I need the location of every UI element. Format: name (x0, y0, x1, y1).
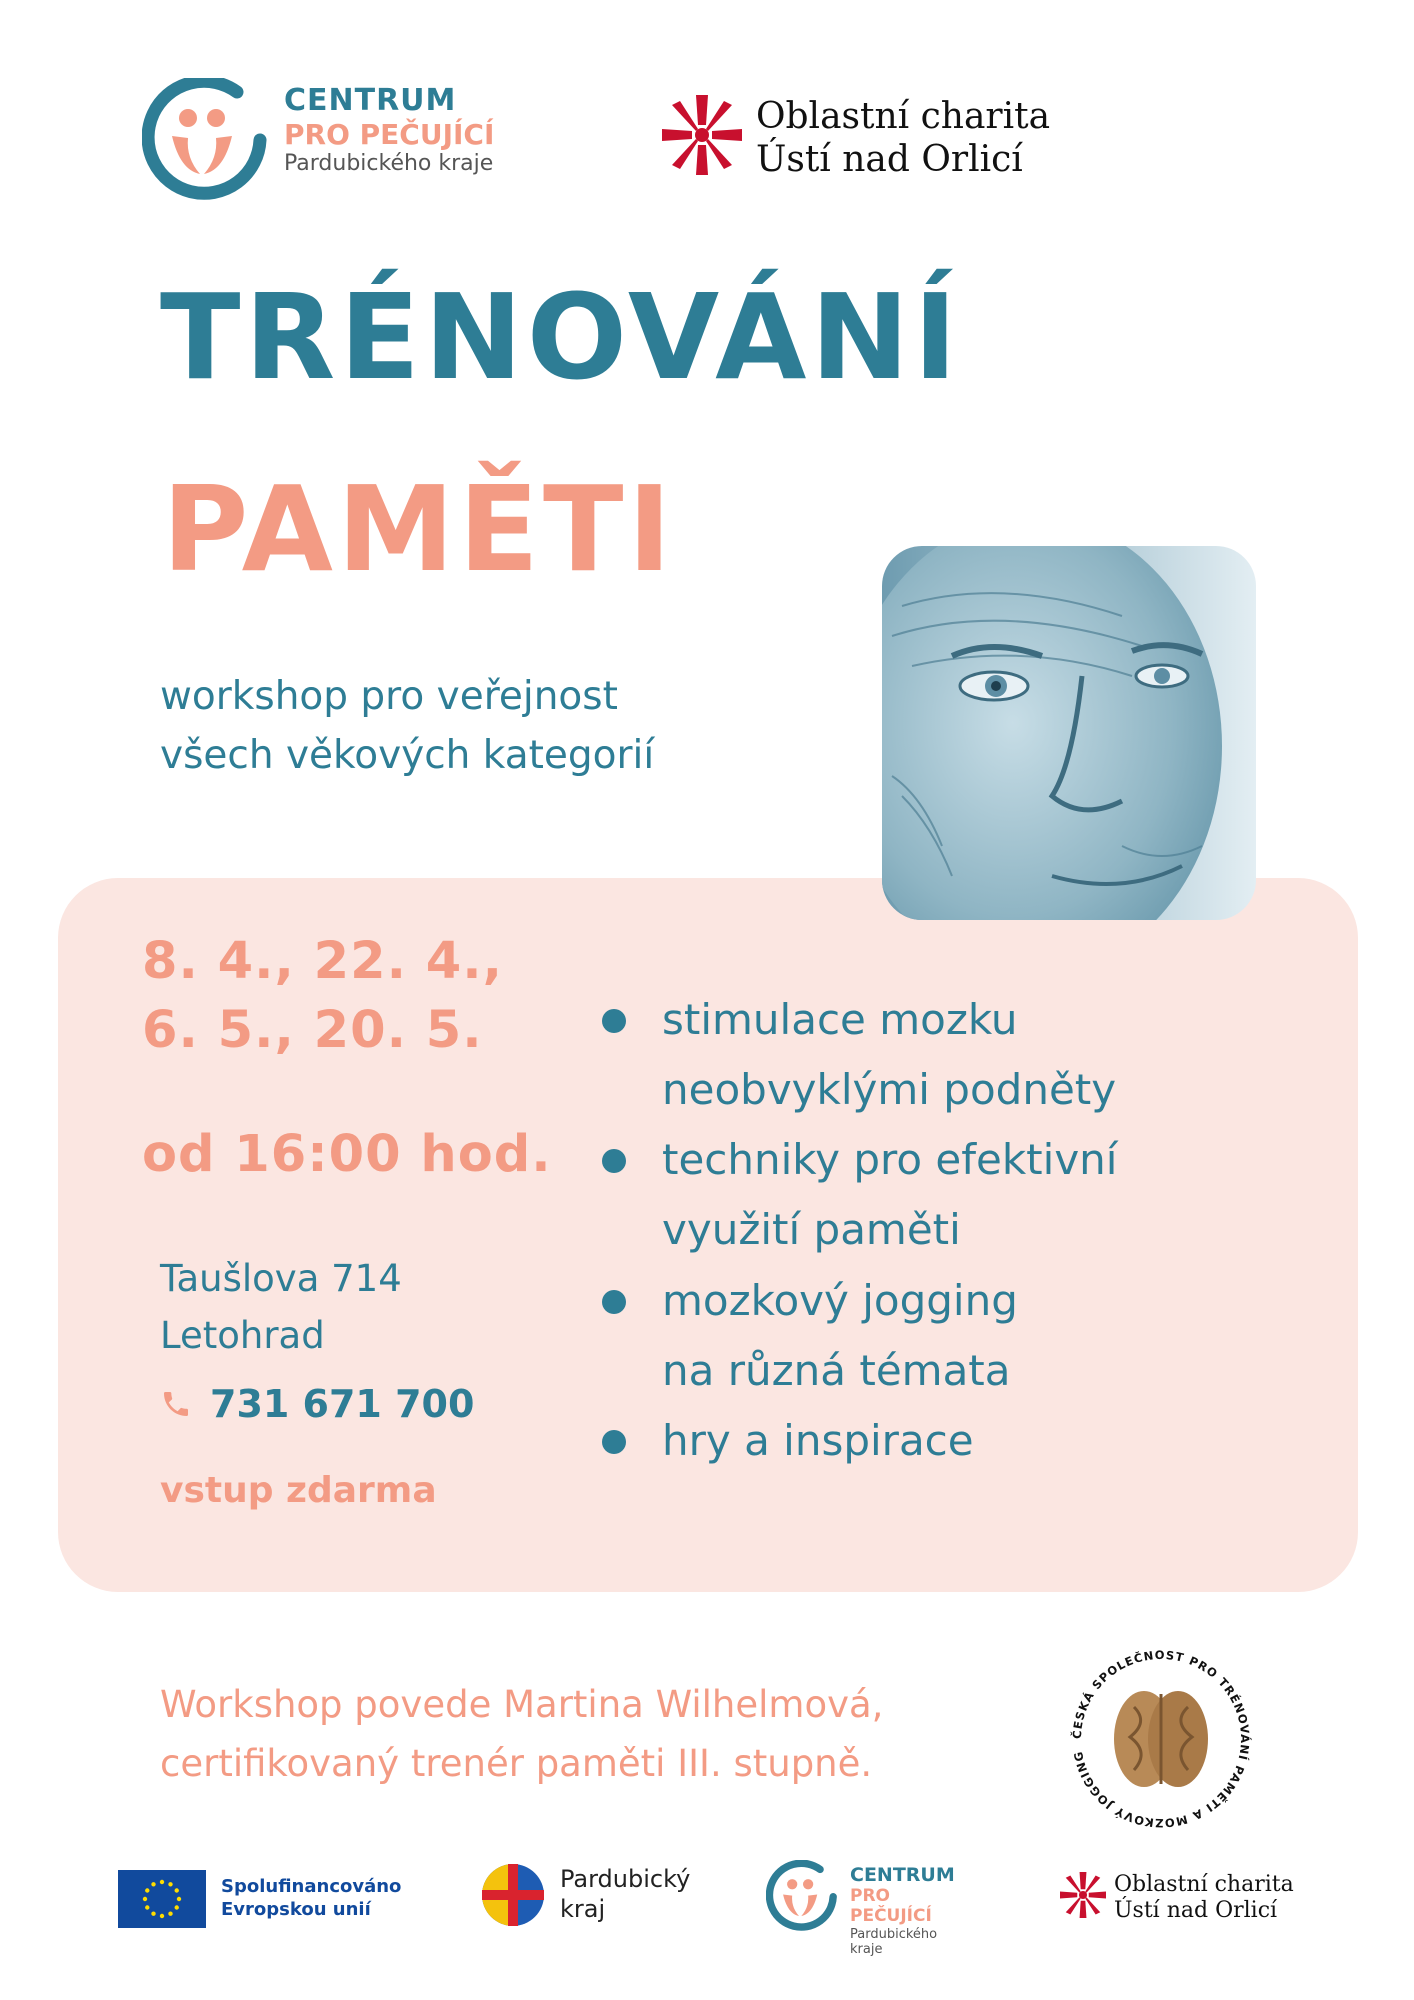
footer-centrum-line2: PRO PEČUJÍCÍ (850, 1886, 932, 1927)
footer-charita-line1: Oblastní charita (1114, 1872, 1294, 1897)
list-item (602, 1406, 1117, 1476)
bullet-2-line2: využití paměti (662, 1205, 961, 1255)
eu-text-line1: Spolufinancováno (221, 1876, 402, 1897)
eu-star (151, 1882, 155, 1886)
centrum-pro-pecujici-footer-logo (766, 1860, 955, 1957)
kraj-emblem-icon (480, 1862, 546, 1928)
subtitle-line2: všech věkových kategorií (160, 732, 655, 778)
footer-centrum-line3: Pardubického kraje (850, 1926, 938, 1957)
phone-contact[interactable] (160, 1382, 474, 1426)
eu-star (175, 1888, 179, 1892)
bullet-1-line1: stimulace mozku (662, 995, 1018, 1044)
charita-logo-line2: Ústí nad Orlicí (756, 139, 1023, 181)
address-line2: Letohrad (160, 1314, 325, 1358)
memory-society-badge (1064, 1642, 1258, 1836)
elderly-man-photo (882, 546, 1256, 920)
eu-star (177, 1897, 181, 1901)
eu-star (143, 1897, 147, 1901)
bullet-dot (602, 1430, 626, 1454)
centrum-logo-line3: Pardubického kraje (284, 150, 494, 176)
oblastni-charita-logo (662, 95, 1082, 185)
centrum-logo-line1: CENTRUM (284, 83, 457, 118)
centrum-pro-pecujici-logo (142, 78, 522, 203)
bullet-dot (602, 1149, 626, 1173)
charita-cross-icon (1060, 1872, 1106, 1918)
eu-star (160, 1914, 164, 1918)
event-address (160, 1250, 402, 1365)
charita-cross-icon (662, 95, 742, 175)
eu-star (151, 1912, 155, 1916)
eu-text-line2: Evropskou unií (221, 1899, 371, 1921)
title-line2: PAMĚTI (162, 460, 676, 598)
oblastni-charita-footer-logo (1060, 1872, 1294, 1924)
subtitle (160, 668, 654, 785)
eu-star (145, 1905, 149, 1909)
eu-flag-icon (118, 1870, 206, 1928)
phone-number: 731 671 700 (210, 1382, 475, 1426)
centrum-logo-line2: PRO PEČUJÍCÍ (284, 117, 495, 151)
trainer-info (160, 1675, 883, 1793)
bullet-2-line1: techniky pro efektivní (662, 1135, 1118, 1185)
kraj-text-line1: Pardubický (560, 1865, 691, 1893)
eu-star (160, 1880, 164, 1884)
pardubicky-kraj-logo (480, 1862, 691, 1932)
kraj-text-line2: kraj (560, 1895, 606, 1923)
phone-icon (160, 1388, 192, 1420)
footer-centrum-line1: CENTRUM (850, 1864, 955, 1886)
event-time: od 16:00 hod. (142, 1125, 552, 1184)
bullet-4-line1: hry a inspirace (662, 1415, 974, 1465)
walnut-brain-icon (1064, 1642, 1258, 1836)
centrum-logo-mark-icon (142, 78, 272, 203)
trainer-line2: certifikovaný trenér paměti III. stupně. (160, 1742, 873, 1786)
bullet-3-line1: mozkový jogging (662, 1275, 1018, 1325)
bullet-dot (602, 1290, 626, 1314)
event-dates (142, 928, 503, 1066)
dates-line2: 6. 5., 20. 5. (142, 1000, 483, 1060)
list-item (602, 1125, 1117, 1265)
list-item (602, 985, 1117, 1125)
bullet-3-line2: na různá témata (662, 1345, 1011, 1395)
dates-line1: 8. 4., 22. 4., (142, 932, 503, 991)
trainer-line1: Workshop povede Martina Wilhelmová, (160, 1683, 884, 1726)
bullet-1-line2: neobvyklými podněty (662, 1065, 1117, 1115)
address-line1: Taušlova 714 (160, 1257, 402, 1300)
footer-charita-line2: Ústí nad Orlicí (1114, 1898, 1278, 1924)
title-line1: TRÉNOVÁNÍ (160, 268, 962, 406)
subtitle-line1: workshop pro veřejnost (160, 674, 618, 719)
eu-star (175, 1905, 179, 1909)
list-item (602, 1266, 1117, 1406)
eu-star (168, 1912, 172, 1916)
program-list (602, 985, 1117, 1476)
charita-logo-line1: Oblastní charita (756, 96, 1051, 137)
eu-star (145, 1888, 149, 1892)
entry-fee: vstup zdarma (160, 1470, 437, 1511)
bullet-dot (602, 1009, 626, 1033)
eu-star (168, 1882, 172, 1886)
centrum-logo-mark-icon (766, 1860, 840, 1934)
badge-text: ČESKÁ SPOLEČNOST PRO TRÉNOVÁNÍ PAMĚTI A MOZKOVÝ JOGGING (1069, 1647, 1253, 1831)
